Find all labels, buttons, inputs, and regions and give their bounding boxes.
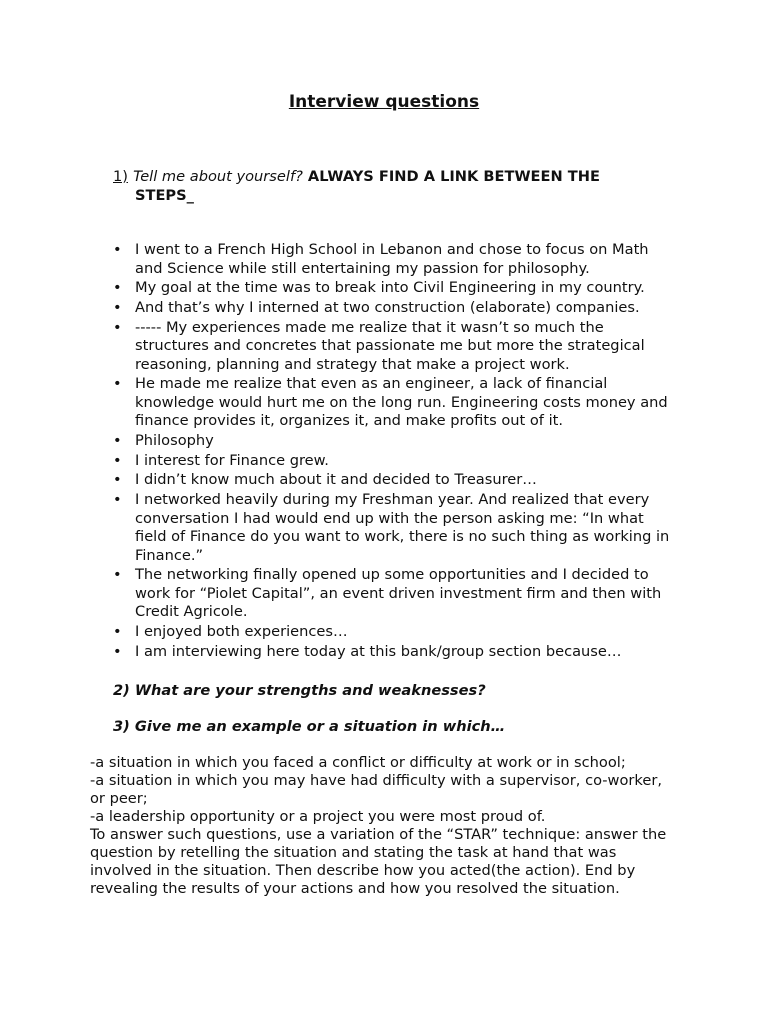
bullet-item — [113, 279, 673, 298]
bullet-text: I am interviewing here today at this bank/group section because… — [135, 642, 622, 660]
bullet-dot-icon: • — [113, 318, 122, 336]
bullet-dot-icon: • — [113, 298, 122, 316]
bullet-item — [113, 491, 673, 565]
bullet-dot-icon: • — [113, 431, 122, 449]
bullet-dot-icon: • — [113, 241, 122, 258]
bullet-item — [113, 471, 673, 490]
document-title: Interview questions — [288, 92, 480, 112]
bullet-item — [113, 623, 673, 642]
bullet-item — [113, 432, 673, 451]
paragraph-line: -a situation in which you may have had difficulty with a supervisor, co-worker, or peer; — [90, 772, 662, 807]
paragraph-line: -a situation in which you faced a conflict or difficulty at work or in school; — [90, 754, 626, 771]
bullet-item — [113, 299, 673, 318]
bullet-dot-icon: • — [113, 642, 122, 660]
question-3: 3) Give me an example or a situation in which… — [113, 718, 506, 735]
bullet-dot-icon: • — [113, 491, 122, 508]
bullet-item — [113, 375, 673, 431]
bullet-text: My goal at the time was to break into Civil Engineering in my country. — [135, 279, 645, 297]
bullet-text: I went to a French High School in Lebanon and chose to focus on Math and Science while still entertaining my passion for philosophy. — [135, 241, 649, 277]
paragraph-line: To answer such questions, use a variation of the “STAR” technique: answer the question by retelling the situation and stating the task at hand that was involved in the situation. Then describe how you acted(the action). End by revealing the results of your actions and how you resolved the situation. — [90, 826, 667, 897]
question-1-underscore: _ — [186, 187, 194, 204]
bullet-text: He made me realize that even as an engineer, a lack of financial knowledge would hurt me on the long run. Engineering costs money and finance provides it, organizes it, and make profits out of it. — [135, 375, 668, 430]
question-1-text: Tell me about yourself? — [133, 168, 303, 185]
star-technique-section — [90, 754, 680, 898]
bullet-text: I interest for Finance grew. — [135, 451, 329, 469]
bullet-dot-icon: • — [113, 451, 122, 469]
question-1-number: 1) — [113, 168, 128, 185]
paragraph-line: -a leadership opportunity or a project you were most proud of. — [90, 808, 546, 825]
bullet-item — [113, 452, 673, 471]
bullet-dot-icon: • — [113, 566, 122, 584]
bullet-dot-icon: • — [113, 375, 122, 393]
bullet-text: And that’s why I interned at two construction (elaborate) companies. — [135, 298, 640, 316]
question-1-instruction: ALWAYS FIND A LINK BETWEEN THE — [302, 168, 600, 185]
answer-bullet-list — [113, 241, 673, 662]
bullet-text: Philosophy — [135, 431, 214, 449]
bullet-text: I didn’t know much about it and decided to Treasurer… — [135, 471, 537, 489]
bullet-item — [113, 241, 673, 278]
bullet-text: ----- My experiences made me realize that it wasn’t so much the structures and concretes that passionate me but more the strategical reasoning, planning and strategy that make a project work. — [135, 318, 645, 373]
question-2: 2) What are your strengths and weaknesses? — [113, 682, 486, 699]
bullet-text: The networking finally opened up some opportunities and I decided to work for “Piolet Capital”, an event driven investment firm and then with Credit Agricole. — [135, 566, 662, 621]
question-1-instruction-cont: STEPS — [135, 187, 187, 204]
bullet-dot-icon: • — [113, 622, 122, 640]
bullet-item — [113, 643, 673, 662]
bullet-item — [113, 566, 673, 622]
bullet-dot-icon: • — [113, 471, 122, 489]
bullet-text: I networked heavily during my Freshman year. And realized that every conversation I had would end up with the person asking me: “In what field of Finance do you want to work, there is no such thing as working in Finance.” — [135, 491, 670, 564]
bullet-text: I enjoyed both experiences… — [135, 622, 348, 640]
question-1 — [113, 167, 673, 205]
bullet-dot-icon: • — [113, 279, 122, 297]
bullet-item — [113, 319, 673, 375]
